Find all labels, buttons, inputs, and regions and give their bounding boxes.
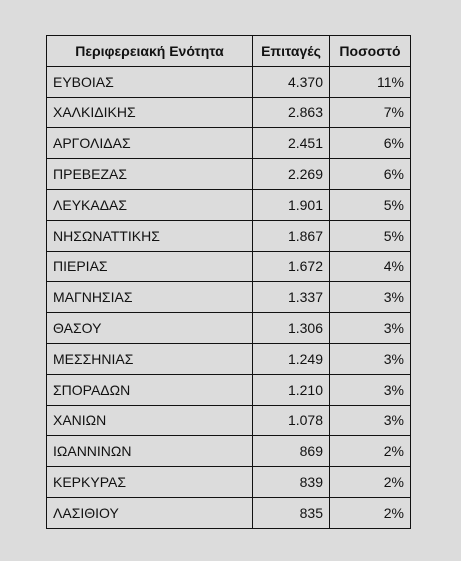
cell-percentage: 2% — [330, 467, 411, 498]
table-row — [47, 467, 411, 498]
cell-percentage: 2% — [330, 497, 411, 528]
table-row — [47, 313, 411, 344]
cell-region: ΘΑΣΟΥ — [47, 313, 253, 344]
cell-region: ΕΥΒΟΙΑΣ — [47, 66, 253, 97]
cell-checks: 1.210 — [253, 374, 330, 405]
cell-checks: 4.370 — [253, 66, 330, 97]
cell-region: ΠΙΕΡΙΑΣ — [47, 251, 253, 282]
cell-percentage: 3% — [330, 343, 411, 374]
cell-percentage: 3% — [330, 374, 411, 405]
cell-region: ΧΑΛΚΙΔΙΚΗΣ — [47, 97, 253, 128]
table-header-row — [47, 36, 411, 67]
cell-region: ΝΗΣΩΝΑΤΤΙΚΗΣ — [47, 220, 253, 251]
cell-region: ΣΠΟΡΑΔΩΝ — [47, 374, 253, 405]
cell-checks: 1.901 — [253, 189, 330, 220]
cell-region: ΜΕΣΣΗΝΙΑΣ — [47, 343, 253, 374]
cell-region: ΜΑΓΝΗΣΙΑΣ — [47, 282, 253, 313]
table-row — [47, 220, 411, 251]
table-row — [47, 282, 411, 313]
table-row — [47, 189, 411, 220]
table-row — [47, 374, 411, 405]
cell-region: ΛΑΣΙΘΙΟΥ — [47, 497, 253, 528]
table-row — [47, 343, 411, 374]
cell-checks: 839 — [253, 467, 330, 498]
cell-percentage: 5% — [330, 189, 411, 220]
header-region: Περιφερειακή Ενότητα — [47, 36, 253, 67]
table-row — [47, 128, 411, 159]
cell-percentage: 2% — [330, 436, 411, 467]
cell-checks: 1.249 — [253, 343, 330, 374]
cell-checks: 1.078 — [253, 405, 330, 436]
cell-region: ΛΕΥΚΑΔΑΣ — [47, 189, 253, 220]
table-row — [47, 97, 411, 128]
cell-checks: 1.867 — [253, 220, 330, 251]
cell-region: ΑΡΓΟΛΙΔΑΣ — [47, 128, 253, 159]
cell-checks: 2.451 — [253, 128, 330, 159]
cell-checks: 1.306 — [253, 313, 330, 344]
cell-percentage: 4% — [330, 251, 411, 282]
cell-percentage: 3% — [330, 405, 411, 436]
table-row — [47, 66, 411, 97]
table-row — [47, 251, 411, 282]
table-row — [47, 436, 411, 467]
table-row — [47, 159, 411, 190]
data-table-container — [46, 35, 411, 529]
cell-region: ΚΕΡΚΥΡΑΣ — [47, 467, 253, 498]
cell-percentage: 11% — [330, 66, 411, 97]
cell-checks: 1.337 — [253, 282, 330, 313]
table-row — [47, 405, 411, 436]
cell-percentage: 3% — [330, 282, 411, 313]
cell-percentage: 3% — [330, 313, 411, 344]
table-body — [47, 66, 411, 528]
table-row — [47, 497, 411, 528]
cell-checks: 1.672 — [253, 251, 330, 282]
cell-checks: 869 — [253, 436, 330, 467]
cell-percentage: 7% — [330, 97, 411, 128]
header-percentage: Ποσοστό — [330, 36, 411, 67]
cell-percentage: 5% — [330, 220, 411, 251]
cell-checks: 835 — [253, 497, 330, 528]
cell-region: ΠΡΕΒΕΖΑΣ — [47, 159, 253, 190]
cell-checks: 2.863 — [253, 97, 330, 128]
cell-region: ΙΩΑΝΝΙΝΩΝ — [47, 436, 253, 467]
cell-percentage: 6% — [330, 128, 411, 159]
cell-checks: 2.269 — [253, 159, 330, 190]
regional-checks-table — [46, 35, 411, 529]
cell-region: ΧΑΝΙΩΝ — [47, 405, 253, 436]
header-checks: Επιταγές — [253, 36, 330, 67]
cell-percentage: 6% — [330, 159, 411, 190]
